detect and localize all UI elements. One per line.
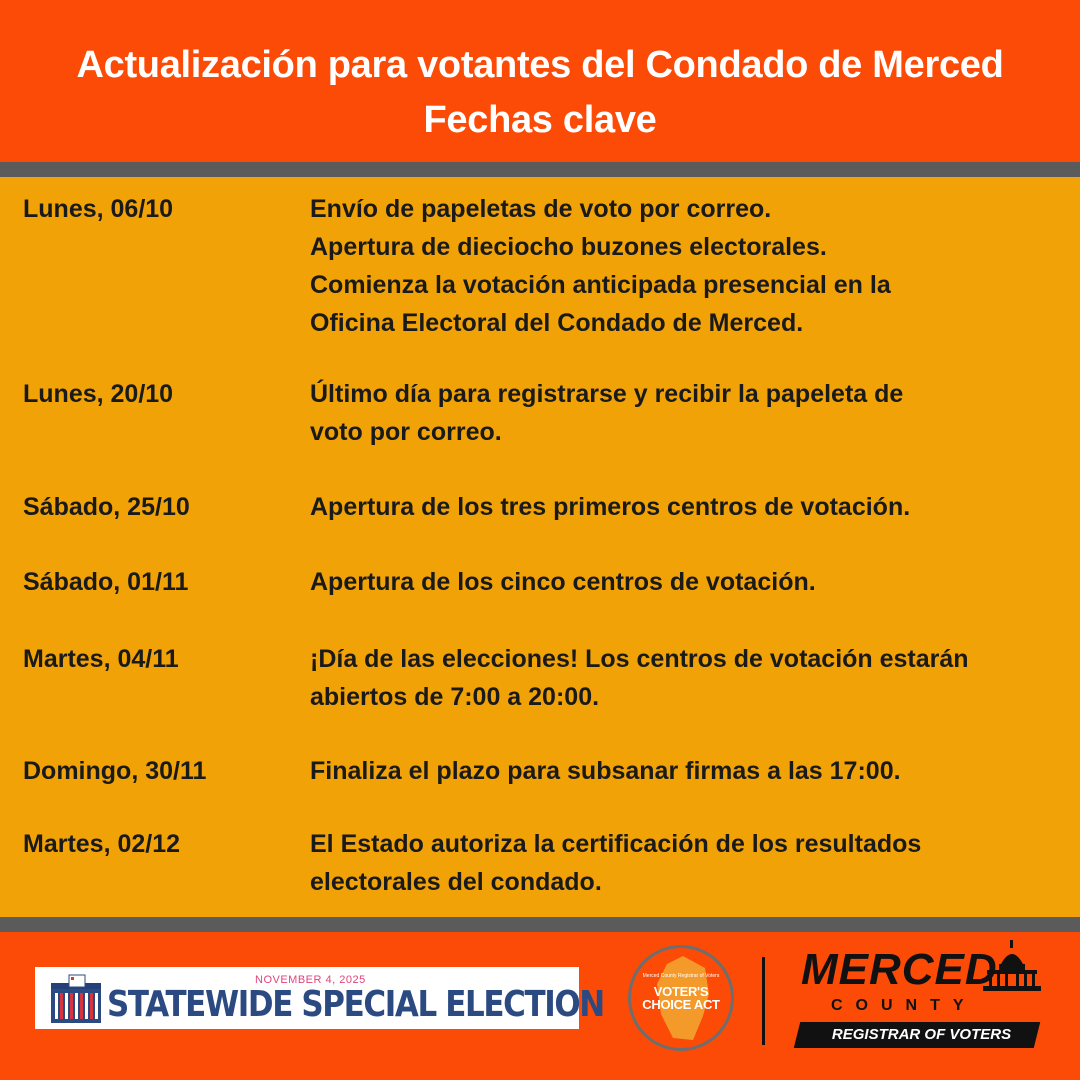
row-date: Domingo, 30/11 (23, 757, 207, 785)
description-line: Apertura de dieciocho buzones electorales. (310, 233, 827, 261)
row-date: Martes, 02/12 (23, 830, 181, 858)
row-description (310, 190, 1070, 342)
description-line: abiertos de 7:00 a 20:00. (310, 683, 600, 711)
description-line: Apertura de los tres primeros centros de votación. (310, 493, 911, 521)
row-date: Sábado, 01/11 (23, 568, 189, 596)
election-date: NOVEMBER 4, 2025 (255, 974, 366, 986)
description-line: Finaliza el plazo para subsanar firmas a las 17:00. (310, 757, 901, 785)
ballot-box-icon (49, 973, 103, 1025)
statewide-election-banner (35, 967, 604, 1029)
election-title: STATEWIDE SPECIAL ELECTION (107, 984, 604, 1025)
row-date: Martes, 04/11 (23, 645, 179, 673)
registrar-label: REGISTRAR OF VOTERS (831, 1026, 1012, 1043)
key-dates-panel (0, 177, 1080, 917)
page-title: Actualización para votantes del Condado de Merced (76, 44, 1004, 86)
row-description (310, 488, 1070, 526)
header (0, 0, 1080, 162)
vca-caption: Merced County Registrar of Voters (642, 973, 720, 979)
merced-county-logo (795, 942, 1055, 1052)
merced-wordmark: MERCED (801, 945, 998, 994)
description-line: Apertura de los cinco centros de votación. (310, 568, 816, 596)
footer (0, 932, 1080, 1080)
logo-divider (762, 957, 765, 1045)
row-description (310, 640, 1070, 716)
description-line: Comienza la votación anticipada presencial en la (310, 271, 891, 299)
description-line: voto por correo. (310, 418, 502, 446)
row-description (310, 825, 1070, 901)
description-line: electorales del condado. (310, 868, 602, 896)
bottom-divider-band (0, 917, 1080, 932)
row-date: Lunes, 06/10 (23, 195, 174, 223)
row-description (310, 563, 1070, 601)
description-line: Oficina Electoral del Condado de Merced. (310, 309, 804, 337)
page-subtitle: Fechas clave (423, 99, 657, 141)
description-line: Último día para registrarse y recibir la papeleta de (310, 380, 904, 408)
row-description (310, 752, 1070, 790)
description-line: ¡Día de las elecciones! Los centros de votación estarán (310, 645, 969, 673)
county-wordmark: COUNTY (831, 997, 977, 1014)
voters-choice-act-logo (628, 945, 734, 1051)
top-divider-band (0, 162, 1080, 177)
row-date: Sábado, 25/10 (23, 493, 190, 521)
description-line: El Estado autoriza la certificación de los resultados (310, 830, 922, 858)
row-date: Lunes, 20/10 (23, 380, 174, 408)
vca-title-line2: CHOICE ACT (642, 997, 720, 1012)
description-line: Envío de papeletas de voto por correo. (310, 195, 772, 223)
vca-title-line1: VOTER'S (653, 984, 709, 999)
row-description (310, 375, 1070, 451)
